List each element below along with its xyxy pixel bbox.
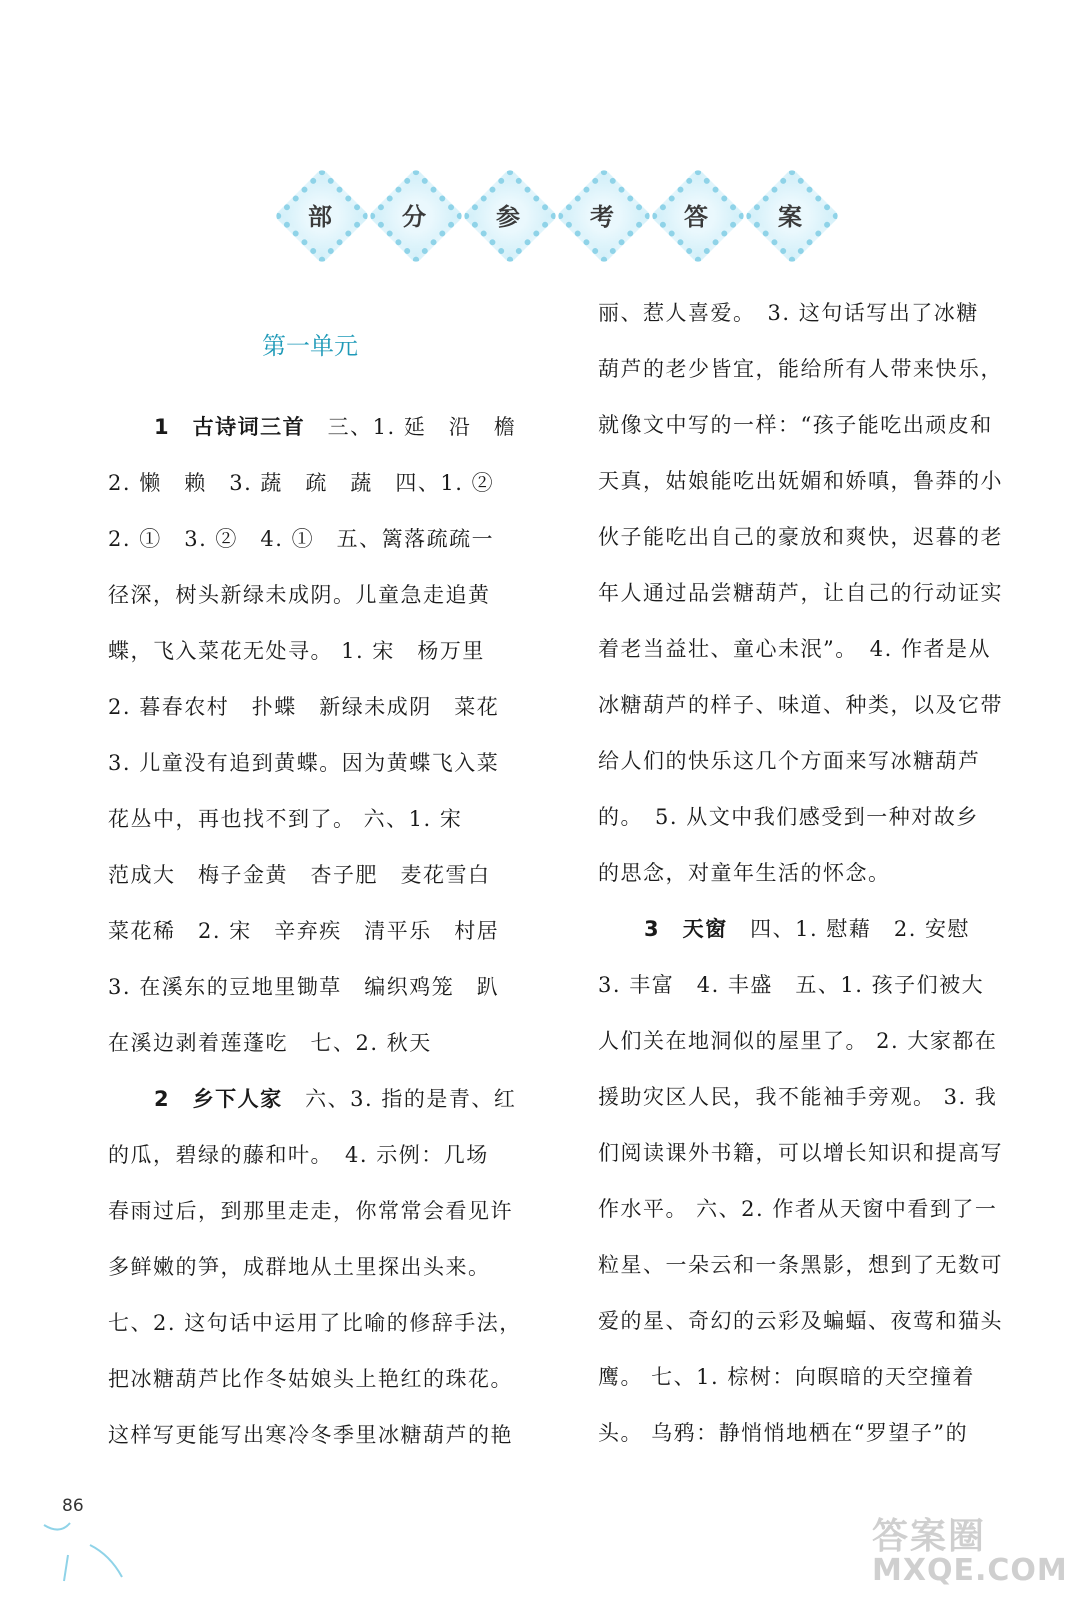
answer-text: 四、1. 慰藉 2. 安慰 <box>727 917 971 941</box>
answer-line <box>598 632 991 666</box>
answer-line <box>598 1248 1003 1282</box>
answer-text: 在溪边剥着莲蓬吃 七、2. 秋天 <box>108 1031 432 1055</box>
answer-text: 的。 5. 从文中我们感受到一种对故乡 <box>598 805 979 829</box>
answer-line <box>108 1418 513 1452</box>
answer-text: 蝶，飞入菜花无处寻。 1. 宋 杨万里 <box>108 639 485 663</box>
corner-decoration-icon <box>40 1515 140 1585</box>
answer-line <box>598 800 979 834</box>
answer-line <box>154 1082 516 1116</box>
answer-text: 3. 丰富 4. 丰盛 五、1. 孩子们被大 <box>598 973 985 997</box>
answer-text: 冰糖葫芦的样子、味道、种类，以及它带 <box>598 693 1003 717</box>
answer-line <box>108 1250 491 1284</box>
answer-line <box>598 464 1003 498</box>
banner-seal <box>566 178 638 250</box>
answer-line <box>598 968 984 1002</box>
answer-text: 就像文中写的一样：“孩子能吃出顽皮和 <box>598 413 993 437</box>
answer-line <box>644 912 970 946</box>
banner-seal <box>284 178 356 250</box>
answer-line <box>154 410 516 444</box>
answer-line <box>598 688 1003 722</box>
answer-line <box>598 1024 997 1058</box>
answer-banner <box>0 160 1081 260</box>
answer-line <box>108 578 491 612</box>
answer-text: 花丛中，再也找不到了。 六、1. 宋 <box>108 807 463 831</box>
answer-line <box>598 1416 968 1450</box>
answer-line <box>108 522 494 556</box>
watermark-text-zh: 答案圈 <box>872 1516 987 1557</box>
banner-char: 参 <box>496 202 520 231</box>
answer-line <box>108 634 485 668</box>
answer-text: 爱的星、奇幻的云彩及蝙蝠、夜莺和猫头 <box>598 1309 1003 1333</box>
answer-line <box>108 690 499 724</box>
answer-line <box>598 1080 997 1114</box>
answer-line <box>598 352 1003 386</box>
answer-line <box>598 1136 1003 1170</box>
banner-char: 案 <box>778 202 802 231</box>
answer-text: 葫芦的老少皆宜，能给所有人带来快乐， <box>598 357 1003 381</box>
answer-text: 鹰。 七、1. 棕树：向暝暗的天空撞着 <box>598 1365 975 1389</box>
answer-text: 菜花稀 2. 宋 辛弃疾 清平乐 村居 <box>108 919 500 943</box>
banner-char: 考 <box>590 202 614 231</box>
answer-text: 把冰糖葫芦比作冬姑娘头上艳红的珠花。 <box>108 1367 513 1391</box>
answer-text: 丽、惹人喜爱。 3. 这句话写出了冰糖 <box>598 301 979 325</box>
answer-text: 这样写更能写出寒冷冬季里冰糖葫芦的艳 <box>108 1423 513 1447</box>
banner-seal <box>754 178 826 250</box>
answer-text: 六、3. 指的是青、红 <box>282 1087 517 1111</box>
answer-text: 伙子能吃出自己的豪放和爽快，迟暮的老 <box>598 525 1003 549</box>
answer-text: 们阅读课外书籍，可以增长知识和提高写 <box>598 1141 1003 1165</box>
answer-text: 2. 懒 赖 3. 蔬 疏 蔬 四、1. ② <box>108 471 495 495</box>
answer-text: 范成大 梅子金黄 杏子肥 麦花雪白 <box>108 863 491 887</box>
answer-line <box>108 746 499 780</box>
page-number: 86 <box>62 1496 84 1516</box>
banner-char: 分 <box>402 202 426 231</box>
answer-text: 三、1. 延 沿 檐 <box>305 415 517 439</box>
answer-text: 3. 儿童没有追到黄蝶。因为黄蝶飞入菜 <box>108 751 500 775</box>
answer-line <box>108 1138 489 1172</box>
answer-text: 援助灾区人民，我不能袖手旁观。 3. 我 <box>598 1085 998 1109</box>
lesson-heading: 2 乡下人家 <box>154 1087 283 1111</box>
answer-text: 3. 在溪东的豆地里锄草 编织鸡笼 趴 <box>108 975 500 999</box>
answer-line <box>598 576 1003 610</box>
answer-text: 粒星、一朵云和一条黑影，想到了无数可 <box>598 1253 1003 1277</box>
banner-char: 部 <box>308 202 332 231</box>
answer-line <box>598 520 1003 554</box>
answer-line <box>108 970 499 1004</box>
answer-text: 的思念，对童年生活的怀念。 <box>598 861 891 885</box>
answer-text: 给人们的快乐这几个方面来写冰糖葫芦 <box>598 749 981 773</box>
answer-text: 头。 乌鸦：静悄悄地栖在“罗望子”的 <box>598 1421 969 1445</box>
lesson-heading: 3 天窗 <box>644 917 728 941</box>
answer-line <box>108 914 499 948</box>
answer-text: 的瓜，碧绿的藤和叶。 4. 示例：几场 <box>108 1143 489 1167</box>
answer-line <box>108 802 462 836</box>
answer-line <box>108 1194 513 1228</box>
answer-text: 径深，树头新绿未成阴。儿童急走追黄 <box>108 583 491 607</box>
unit-title: 第一单元 <box>262 332 358 360</box>
banner-char: 答 <box>684 202 708 231</box>
answer-text: 多鲜嫩的笋，成群地从土里探出头来。 <box>108 1255 491 1279</box>
answer-text: 天真，姑娘能吃出妩媚和娇嗔，鲁莽的小 <box>598 469 1003 493</box>
answer-line <box>598 296 979 330</box>
answer-line <box>598 1304 1003 1338</box>
answer-text: 2. 暮春农村 扑蝶 新绿未成阴 菜花 <box>108 695 500 719</box>
answer-line <box>598 1192 997 1226</box>
answer-line <box>108 858 491 892</box>
answer-line <box>108 1026 432 1060</box>
answer-text: 人们关在地洞似的屋里了。 2. 大家都在 <box>598 1029 998 1053</box>
banner-seal <box>378 178 450 250</box>
answer-line <box>598 856 891 890</box>
answer-text: 2. ① 3. ② 4. ① 五、篱落疏疏一 <box>108 527 495 551</box>
answer-line <box>598 1360 975 1394</box>
answer-line <box>598 744 981 778</box>
answer-line <box>108 1362 513 1396</box>
lesson-heading: 1 古诗词三首 <box>154 415 306 439</box>
answer-line <box>598 408 993 442</box>
answer-text: 七、2. 这句话中运用了比喻的修辞手法， <box>108 1311 522 1335</box>
banner-seal <box>660 178 732 250</box>
banner-seal <box>472 178 544 250</box>
answer-line <box>108 1306 522 1340</box>
watermark-text-en: MXQE.COM <box>872 1553 1068 1588</box>
watermark-logo <box>872 1508 1068 1588</box>
answer-line <box>108 466 494 500</box>
answer-text: 作水平。 六、2. 作者从天窗中看到了一 <box>598 1197 998 1221</box>
answer-text: 着老当益壮、童心未泯”。 4. 作者是从 <box>598 637 991 661</box>
answer-text: 春雨过后，到那里走走，你常常会看见许 <box>108 1199 513 1223</box>
answer-text: 年人通过品尝糖葫芦，让自己的行动证实 <box>598 581 1003 605</box>
